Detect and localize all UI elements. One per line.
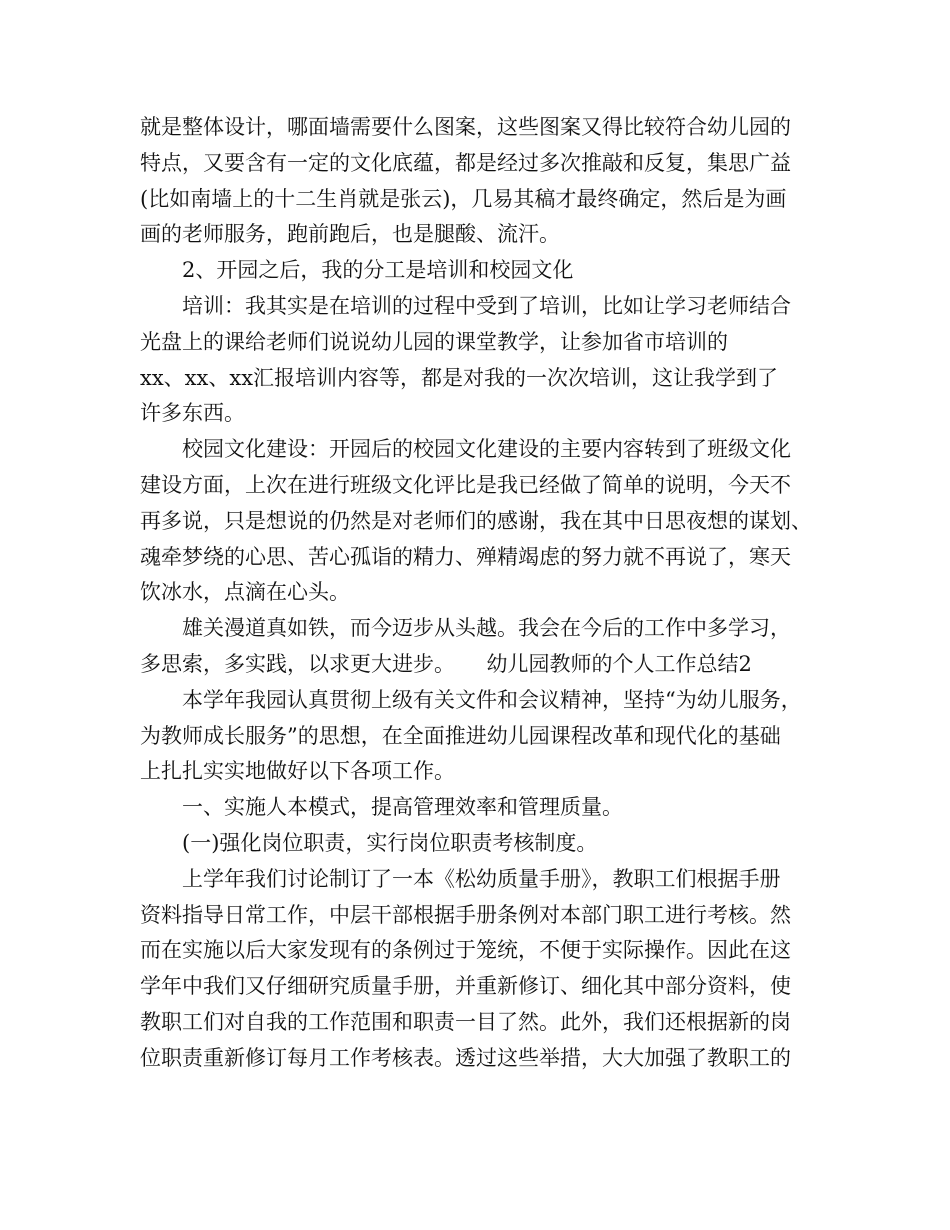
text-line: 培训：我其实是在培训的过程中受到了培训，比如让学习老师结合 <box>182 293 791 318</box>
text-line: 一、实施人本模式，提高管理效率和管理质量。 <box>182 795 623 820</box>
text-line: 位职责重新修订每月工作考核表。透过这些举措，大大加强了教职工的 <box>140 1045 791 1070</box>
text-line: 为教师成长服务”的思想，在全面推进幼儿园课程改革和现代化的基础 <box>140 723 781 748</box>
text-line: 雄关漫道真如铁，而今迈步从头越。我会在今后的工作中多学习， <box>182 616 791 641</box>
text-line: 而在实施以后大家发现有的条例过于笼统，不便于实际操作。因此在这 <box>140 938 791 963</box>
text-line: 饮冰水，点滴在心头。 <box>140 580 350 605</box>
text-line: 多思索，多实践，以求更大进步。 幼儿园教师的个人工作总结2 <box>140 651 752 676</box>
text-line: 许多东西。 <box>140 401 245 426</box>
text-line: 学年中我们又仔细研究质量手册，并重新修订、细化其中部分资料，使 <box>140 974 791 999</box>
text-line: (比如南墙上的十二生肖就是张云)，几易其稿才最终确定，然后是为画 <box>140 186 787 211</box>
text-line: xx、xx、xx汇报培训内容等，都是对我的一次次培训，这让我学到了 <box>140 365 779 390</box>
document-body <box>140 110 820 1077</box>
text-line: 魂牵梦绕的心思、苦心孤诣的精力、殚精竭虑的努力就不再说了，寒天 <box>140 544 791 569</box>
text-line: 资料指导日常工作，中层干部根据手册条例对本部门职工进行考核。然 <box>140 902 791 927</box>
text-line: 校园文化建设：开园后的校园文化建设的主要内容转到了班级文化 <box>182 437 791 462</box>
text-line: 就是整体设计，哪面墙需要什么图案，这些图案又得比较符合幼儿园的 <box>140 115 791 139</box>
text-line: 上扎扎实实地做好以下各项工作。 <box>140 759 455 784</box>
text-line: 上学年我们讨论制订了一本《松幼质量手册》，教职工们根据手册 <box>182 866 781 891</box>
text-line: 画的老师服务，跑前跑后，也是腿酸、流汗。 <box>140 222 560 247</box>
text-line: 光盘上的课给老师们说说幼儿园的课堂教学，让参加省市培训的 <box>140 329 728 354</box>
text-line: 再多说，只是想说的仍然是对老师们的感谢，我在其中日思夜想的谋划、 <box>140 508 812 533</box>
text-line: 特点，又要含有一定的文化底蕴，都是经过多次推敲和反复，集思广益 <box>140 150 791 175</box>
text-line: (一)强化岗位职责，实行岗位职责考核制度。 <box>182 830 598 855</box>
text-line: 本学年我园认真贯彻上级有关文件和会议精神，坚持“为幼儿服务， <box>182 687 802 712</box>
text-line: 2、开园之后，我的分工是培训和校园文化 <box>182 258 574 283</box>
text-line: 教职工们对自我的工作范围和职责一目了然。此外，我们还根据新的岗 <box>140 1009 791 1034</box>
text-line: 建设方面，上次在进行班级文化评比是我已经做了简单的说明，今天不 <box>140 472 791 497</box>
